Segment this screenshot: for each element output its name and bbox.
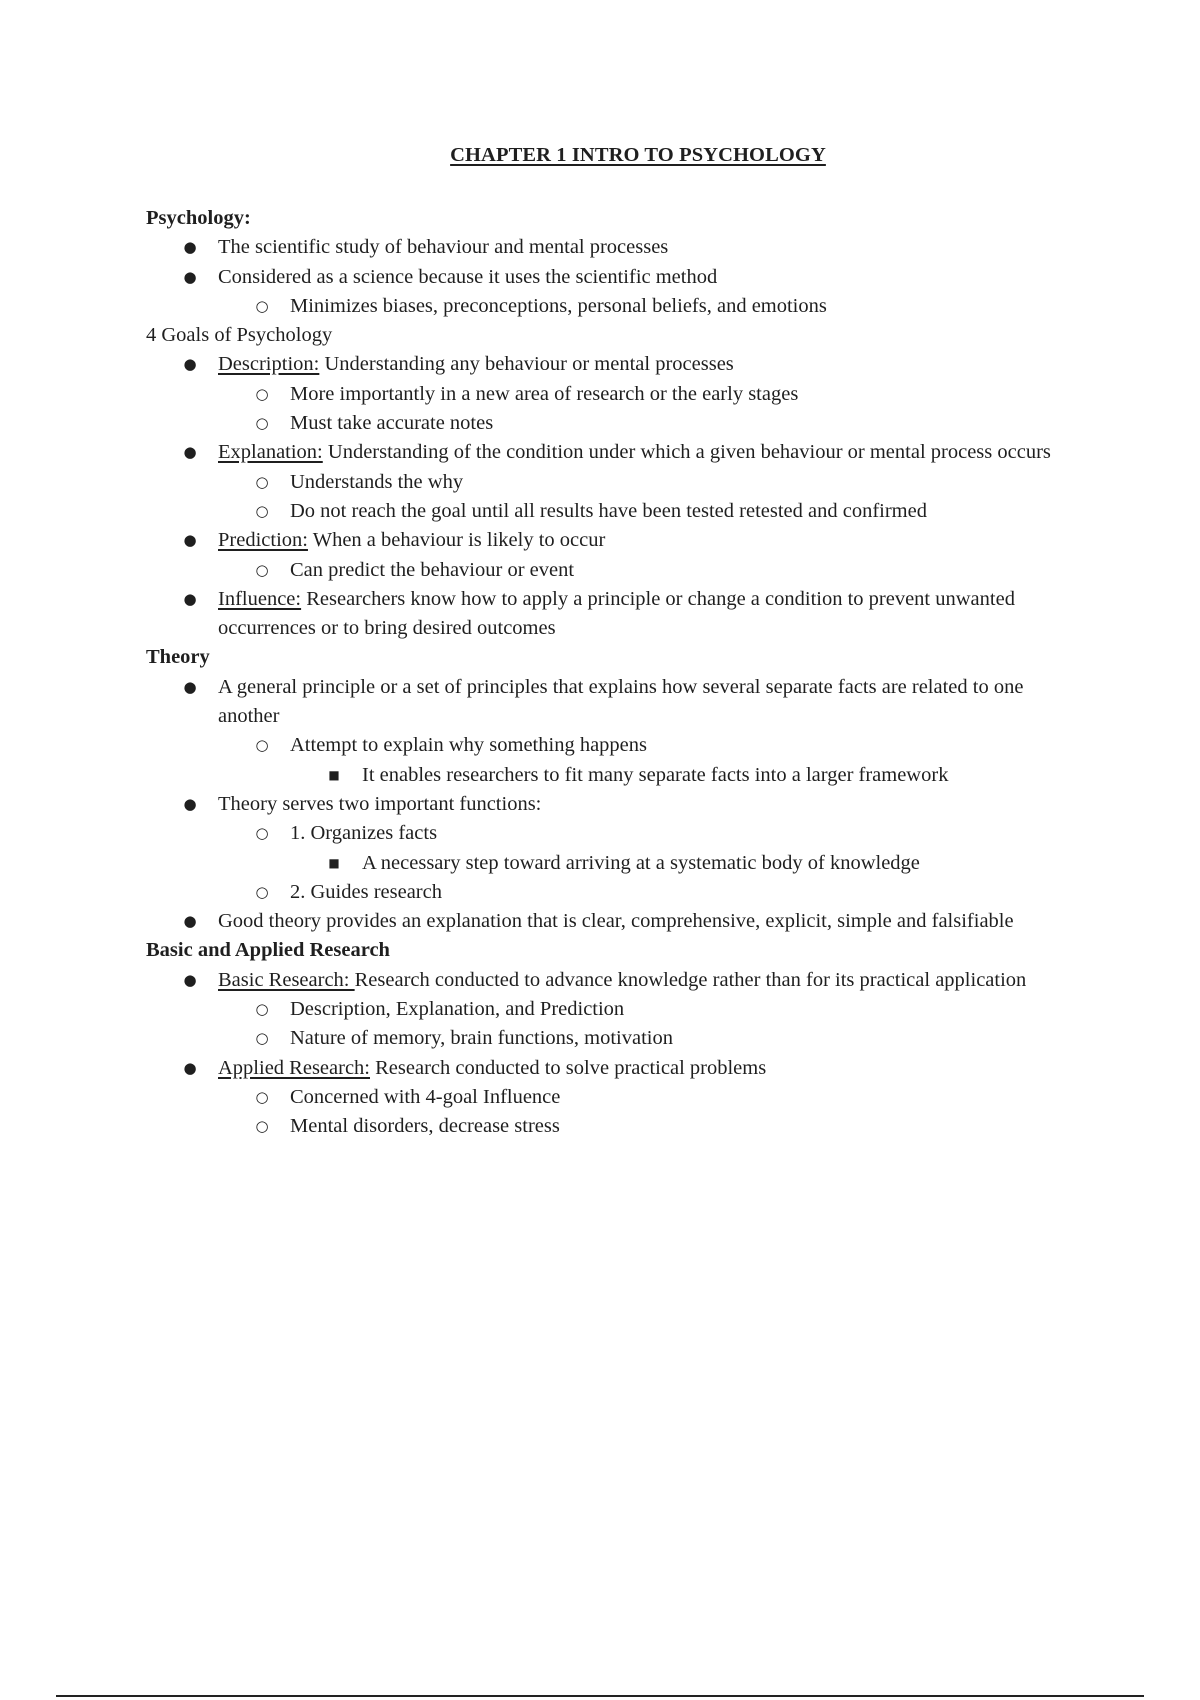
term-applied-research: Applied Research: (218, 1056, 370, 1079)
list-item-text: Understanding of the condition under which a given behaviour or mental process occurs (322, 441, 1051, 464)
section-heading-goals: 4 Goals of Psychology (146, 324, 333, 347)
bullet-square-icon: ■ (328, 767, 340, 782)
list-item (146, 878, 1086, 907)
bullet-circle-icon: ○ (255, 384, 269, 403)
list-item (146, 1054, 1086, 1083)
bullet-dot-icon: ● (183, 443, 197, 462)
list-item (146, 263, 1086, 292)
bullet-circle-icon: ○ (255, 1000, 269, 1019)
list-item-text: More importantly in a new area of research or the early stages (290, 382, 799, 405)
list-item-text: Good theory provides an explanation that is clear, comprehensive, explicit, simple and falsifiable (218, 910, 1014, 933)
list-item (146, 292, 1086, 321)
list-item-text: A general principle or a set of principles that explains how several separate facts are related to one another (218, 675, 1024, 728)
list-item-text: Attempt to explain why something happens (290, 734, 647, 757)
list-item (146, 350, 1086, 379)
term-explanation: Explanation: (218, 441, 323, 464)
term-description: Description: (218, 353, 320, 376)
list-item (146, 907, 1086, 936)
list-item (146, 233, 1086, 262)
list-item-text: Researchers know how to apply a principle or change a condition to prevent unwanted occurrences or to bring desired outcomes (218, 587, 1015, 640)
list-item (146, 849, 1086, 878)
bullet-square-icon: ■ (328, 855, 340, 870)
list-item (146, 966, 1086, 995)
bullet-circle-icon: ○ (255, 1029, 269, 1048)
list-item (146, 497, 1086, 526)
list-item-text: Understands the why (290, 470, 464, 493)
bullet-dot-icon: ● (183, 355, 197, 374)
list-item (146, 438, 1086, 467)
bottom-divider (56, 1695, 1144, 1697)
bullet-dot-icon: ● (183, 912, 197, 931)
psychology-list (146, 233, 1086, 321)
term-influence: Influence: (218, 587, 302, 610)
goals-list (146, 350, 1086, 643)
list-item-text: Concerned with 4-goal Influence (290, 1085, 561, 1108)
list-item-text: Understanding any behaviour or mental processes (319, 353, 734, 376)
bullet-circle-icon: ○ (255, 824, 269, 843)
list-item (146, 1112, 1086, 1141)
list-item (146, 1083, 1086, 1112)
list-item-text: Theory serves two important functions: (218, 792, 542, 815)
bullet-dot-icon: ● (183, 677, 197, 696)
list-item-text: When a behaviour is likely to occur (307, 529, 606, 552)
section-heading-psychology: Psychology: (146, 207, 251, 229)
bullet-dot-icon: ● (183, 794, 197, 813)
list-item-text: Nature of memory, brain functions, motivation (290, 1027, 673, 1050)
list-item-text: Do not reach the goal until all results have been tested retested and confirmed (290, 499, 927, 522)
term-basic-research: Basic Research: (218, 968, 355, 991)
bullet-circle-icon: ○ (255, 414, 269, 433)
list-item (146, 673, 1086, 732)
bullet-circle-icon: ○ (255, 736, 269, 755)
bullet-dot-icon: ● (183, 970, 197, 989)
list-item-text: Description, Explanation, and Prediction (290, 998, 625, 1021)
list-item-text: Research conducted to advance knowledge rather than for its practical application (354, 968, 1027, 991)
bullet-circle-icon: ○ (255, 882, 269, 901)
bullet-circle-icon: ○ (255, 560, 269, 579)
list-item-text: Considered as a science because it uses the scientific method (218, 265, 718, 288)
list-item (146, 1024, 1086, 1053)
list-item-text: It enables researchers to fit many separate facts into a larger framework (362, 763, 949, 786)
list-item-text: 2. Guides research (290, 880, 442, 903)
term-prediction: Prediction: (218, 529, 308, 552)
page-title: CHAPTER 1 INTRO TO PSYCHOLOGY (450, 144, 826, 166)
list-item (146, 731, 1086, 760)
list-item (146, 761, 1086, 790)
bullet-dot-icon: ● (183, 1058, 197, 1077)
list-item (146, 380, 1086, 409)
list-item (146, 585, 1086, 644)
bullet-dot-icon: ● (183, 238, 197, 257)
bullet-dot-icon: ● (183, 589, 197, 608)
list-item (146, 409, 1086, 438)
bullet-circle-icon: ○ (255, 472, 269, 491)
research-list (146, 966, 1086, 1142)
list-item (146, 556, 1086, 585)
section-heading-theory: Theory (146, 646, 210, 669)
list-item-text: 1. Organizes facts (290, 822, 438, 845)
list-item-text: Research conducted to solve practical problems (370, 1056, 767, 1079)
list-item-text: Minimizes biases, preconceptions, personal beliefs, and emotions (290, 294, 827, 317)
bullet-circle-icon: ○ (255, 296, 269, 315)
list-item-text: Must take accurate notes (290, 412, 494, 435)
list-item-text: Can predict the behaviour or event (290, 558, 575, 581)
list-item (146, 468, 1086, 497)
bullet-dot-icon: ● (183, 531, 197, 550)
list-item (146, 995, 1086, 1024)
list-item-text: Mental disorders, decrease stress (290, 1115, 560, 1138)
section-heading-research: Basic and Applied Research (146, 939, 390, 962)
list-item (146, 526, 1086, 555)
list-item (146, 819, 1086, 848)
list-item (146, 790, 1086, 819)
theory-list (146, 673, 1086, 937)
bullet-circle-icon: ○ (255, 1087, 269, 1106)
bullet-circle-icon: ○ (255, 1117, 269, 1136)
notes-body (146, 204, 1086, 1142)
list-item-text: The scientific study of behaviour and mental processes (218, 236, 669, 259)
bullet-dot-icon: ● (183, 267, 197, 286)
bullet-circle-icon: ○ (255, 501, 269, 520)
list-item-text: A necessary step toward arriving at a systematic body of knowledge (362, 851, 920, 874)
